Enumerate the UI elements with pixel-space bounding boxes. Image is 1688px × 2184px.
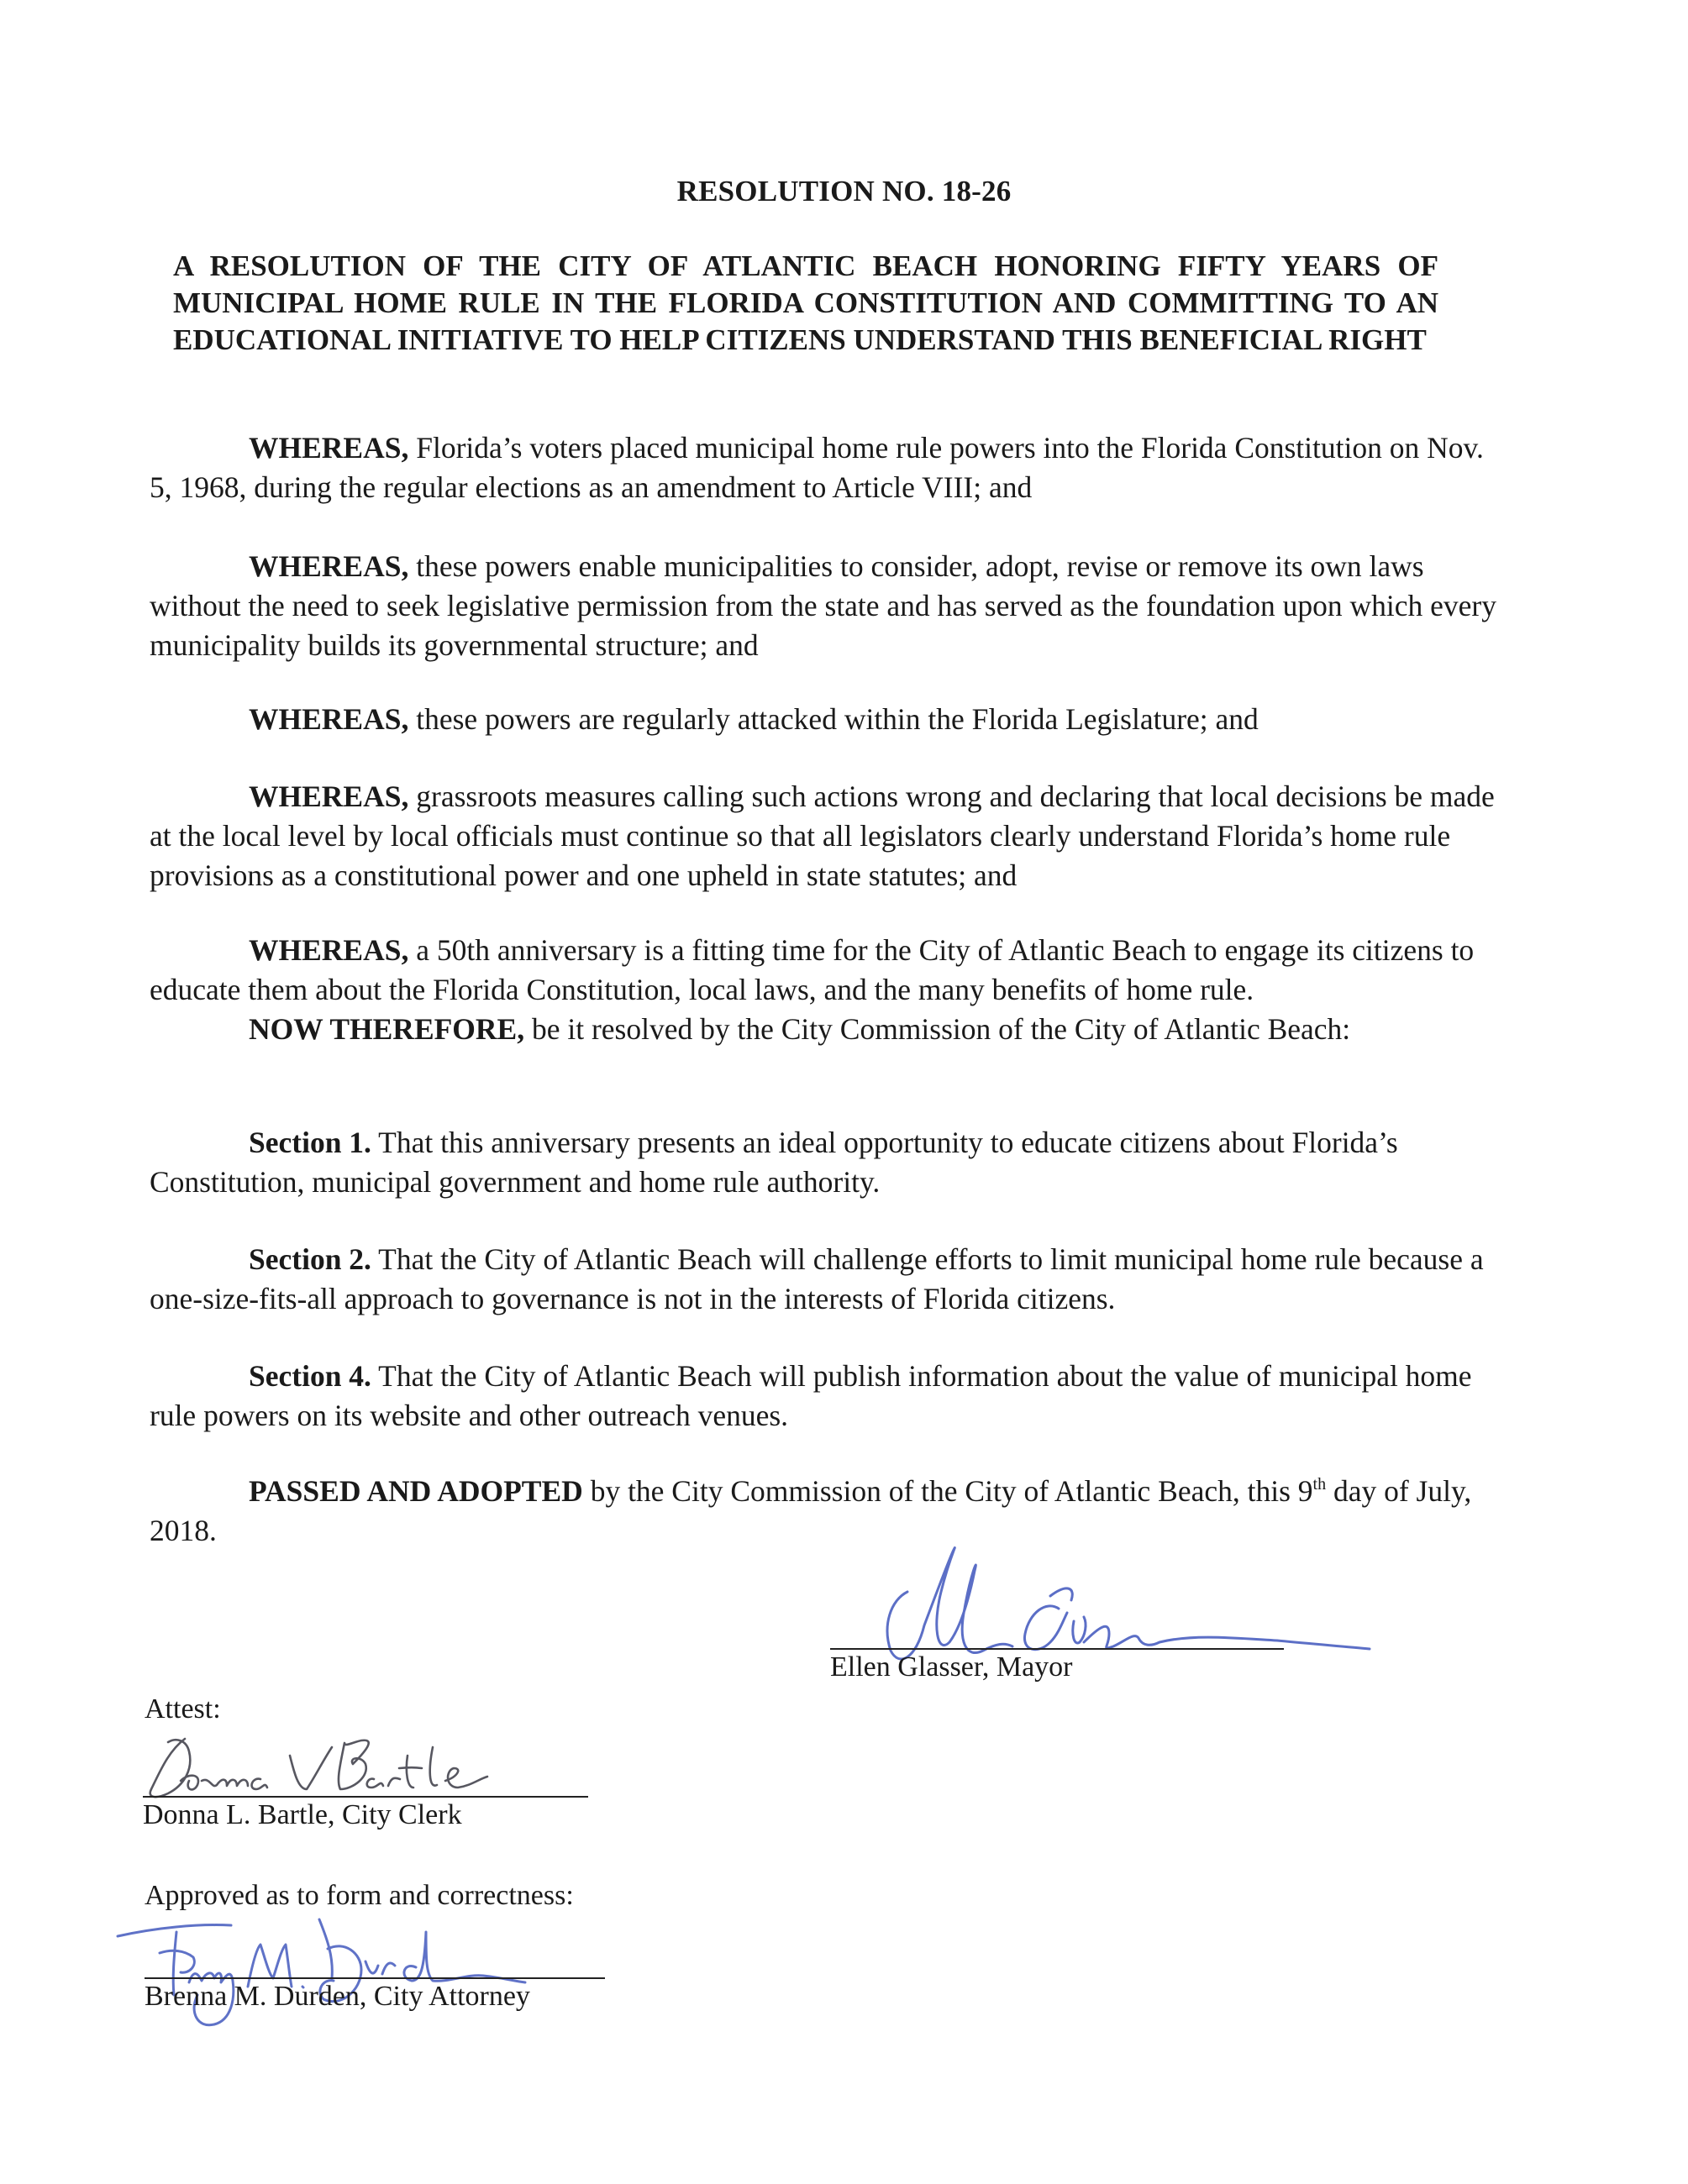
paragraph-text: day of July,: [1326, 1474, 1472, 1508]
paragraph-lead: Section 2.: [249, 1242, 371, 1276]
attorney-name-title: Brenna M. Durden, City Attorney: [145, 1981, 530, 2012]
clerk-name-title: Donna L. Bartle, City Clerk: [143, 1799, 462, 1830]
signature-line: [143, 1796, 588, 1798]
mayor-signature-block: [830, 1648, 1284, 1683]
attest-label: Attest:: [145, 1693, 221, 1725]
whereas-paragraph-2: [150, 547, 1511, 665]
mayor-name-title: Ellen Glasser, Mayor: [830, 1651, 1073, 1683]
signature-line: [145, 1977, 605, 1979]
paragraph-text: by the City Commission of the City of Atlantic Beach, this 9: [582, 1474, 1313, 1508]
now-therefore-paragraph: [150, 1010, 1511, 1049]
section-4-paragraph: [150, 1357, 1511, 1436]
paragraph-text: these powers are regularly attacked within the Florida Legislature; and: [408, 702, 1259, 736]
ordinal-suffix: th: [1312, 1475, 1327, 1494]
clerk-signature-icon: [143, 1730, 563, 1806]
paragraph-text: That the City of Atlantic Beach will publish information about the value of municipal home rule powers on its website and other outreach venues.: [150, 1359, 1472, 1432]
adoption-year: 2018.: [150, 1514, 217, 1547]
paragraph-lead: Section 1.: [249, 1126, 371, 1159]
paragraph-lead: WHEREAS,: [249, 702, 409, 736]
paragraph-lead: WHEREAS,: [249, 431, 409, 465]
adoption-paragraph: [150, 1472, 1511, 1551]
paragraph-text: That the City of Atlantic Beach will challenge efforts to limit municipal home rule because a one-size-fits-all approach to governance is not in the interests of Florida citizens.: [150, 1242, 1484, 1315]
paragraph-lead: WHEREAS,: [249, 933, 409, 967]
paragraph-lead: WHEREAS,: [249, 549, 409, 583]
attorney-signature-block: [145, 1977, 605, 2013]
whereas-paragraph-5: [150, 931, 1511, 1010]
signature-line: [830, 1648, 1284, 1650]
resolution-caption: A RESOLUTION OF THE CITY OF ATLANTIC BEACH HONORING FIFTY YEARS OF MUNICIPAL HOME RULE IN THE FLORIDA CONSTITUTION AND COMMITTING TO AN EDUCATIONAL INITIATIVE TO HELP CITIZENS UNDERSTAND THIS BENEFICIAL RIGHT: [173, 249, 1438, 356]
resolution-title: RESOLUTION NO. 18-26: [676, 175, 1012, 207]
whereas-paragraph-1: [150, 428, 1511, 507]
paragraph-lead: Section 4.: [249, 1359, 371, 1393]
clerk-signature-block: [143, 1796, 588, 1831]
section-2-paragraph: [150, 1240, 1511, 1319]
paragraph-lead: NOW THEREFORE,: [249, 1012, 525, 1046]
whereas-paragraph-3: [150, 700, 1511, 739]
paragraph-text: be it resolved by the City Commission of the City of Atlantic Beach:: [524, 1012, 1351, 1046]
paragraph-lead: WHEREAS,: [249, 780, 409, 813]
paragraph-text: a 50th anniversary is a fitting time for the City of Atlantic Beach to engage its citizens to educate them about the Florida Constitution, local laws, and the many benefits of home rule.: [150, 933, 1475, 1006]
whereas-paragraph-4: [150, 777, 1511, 895]
approval-label: Approved as to form and correctness:: [145, 1880, 574, 1911]
paragraph-text: these powers enable municipalities to consider, adopt, revise or remove its own laws without the need to seek legislative permission from the state and has served as the foundation upon which every municipality builds its governmental structure; and: [150, 549, 1496, 662]
paragraph-text: grassroots measures calling such actions wrong and declaring that local decisions be made at the local level by local officials must continue so that all legislators clearly understand Florida’s home rule provisions as a constitutional power and one upheld in state statutes; and: [150, 780, 1495, 892]
section-1-paragraph: [150, 1123, 1511, 1202]
paragraph-lead: PASSED AND ADOPTED: [249, 1474, 583, 1508]
paragraph-text: Florida’s voters placed municipal home rule powers into the Florida Constitution on Nov. 5, 1968, during the regular elections as an amendment to Article VIII; and: [150, 431, 1484, 504]
paragraph-text: That this anniversary presents an ideal opportunity to educate citizens about Florida’s Constitution, municipal government and home rule authority.: [150, 1126, 1398, 1199]
